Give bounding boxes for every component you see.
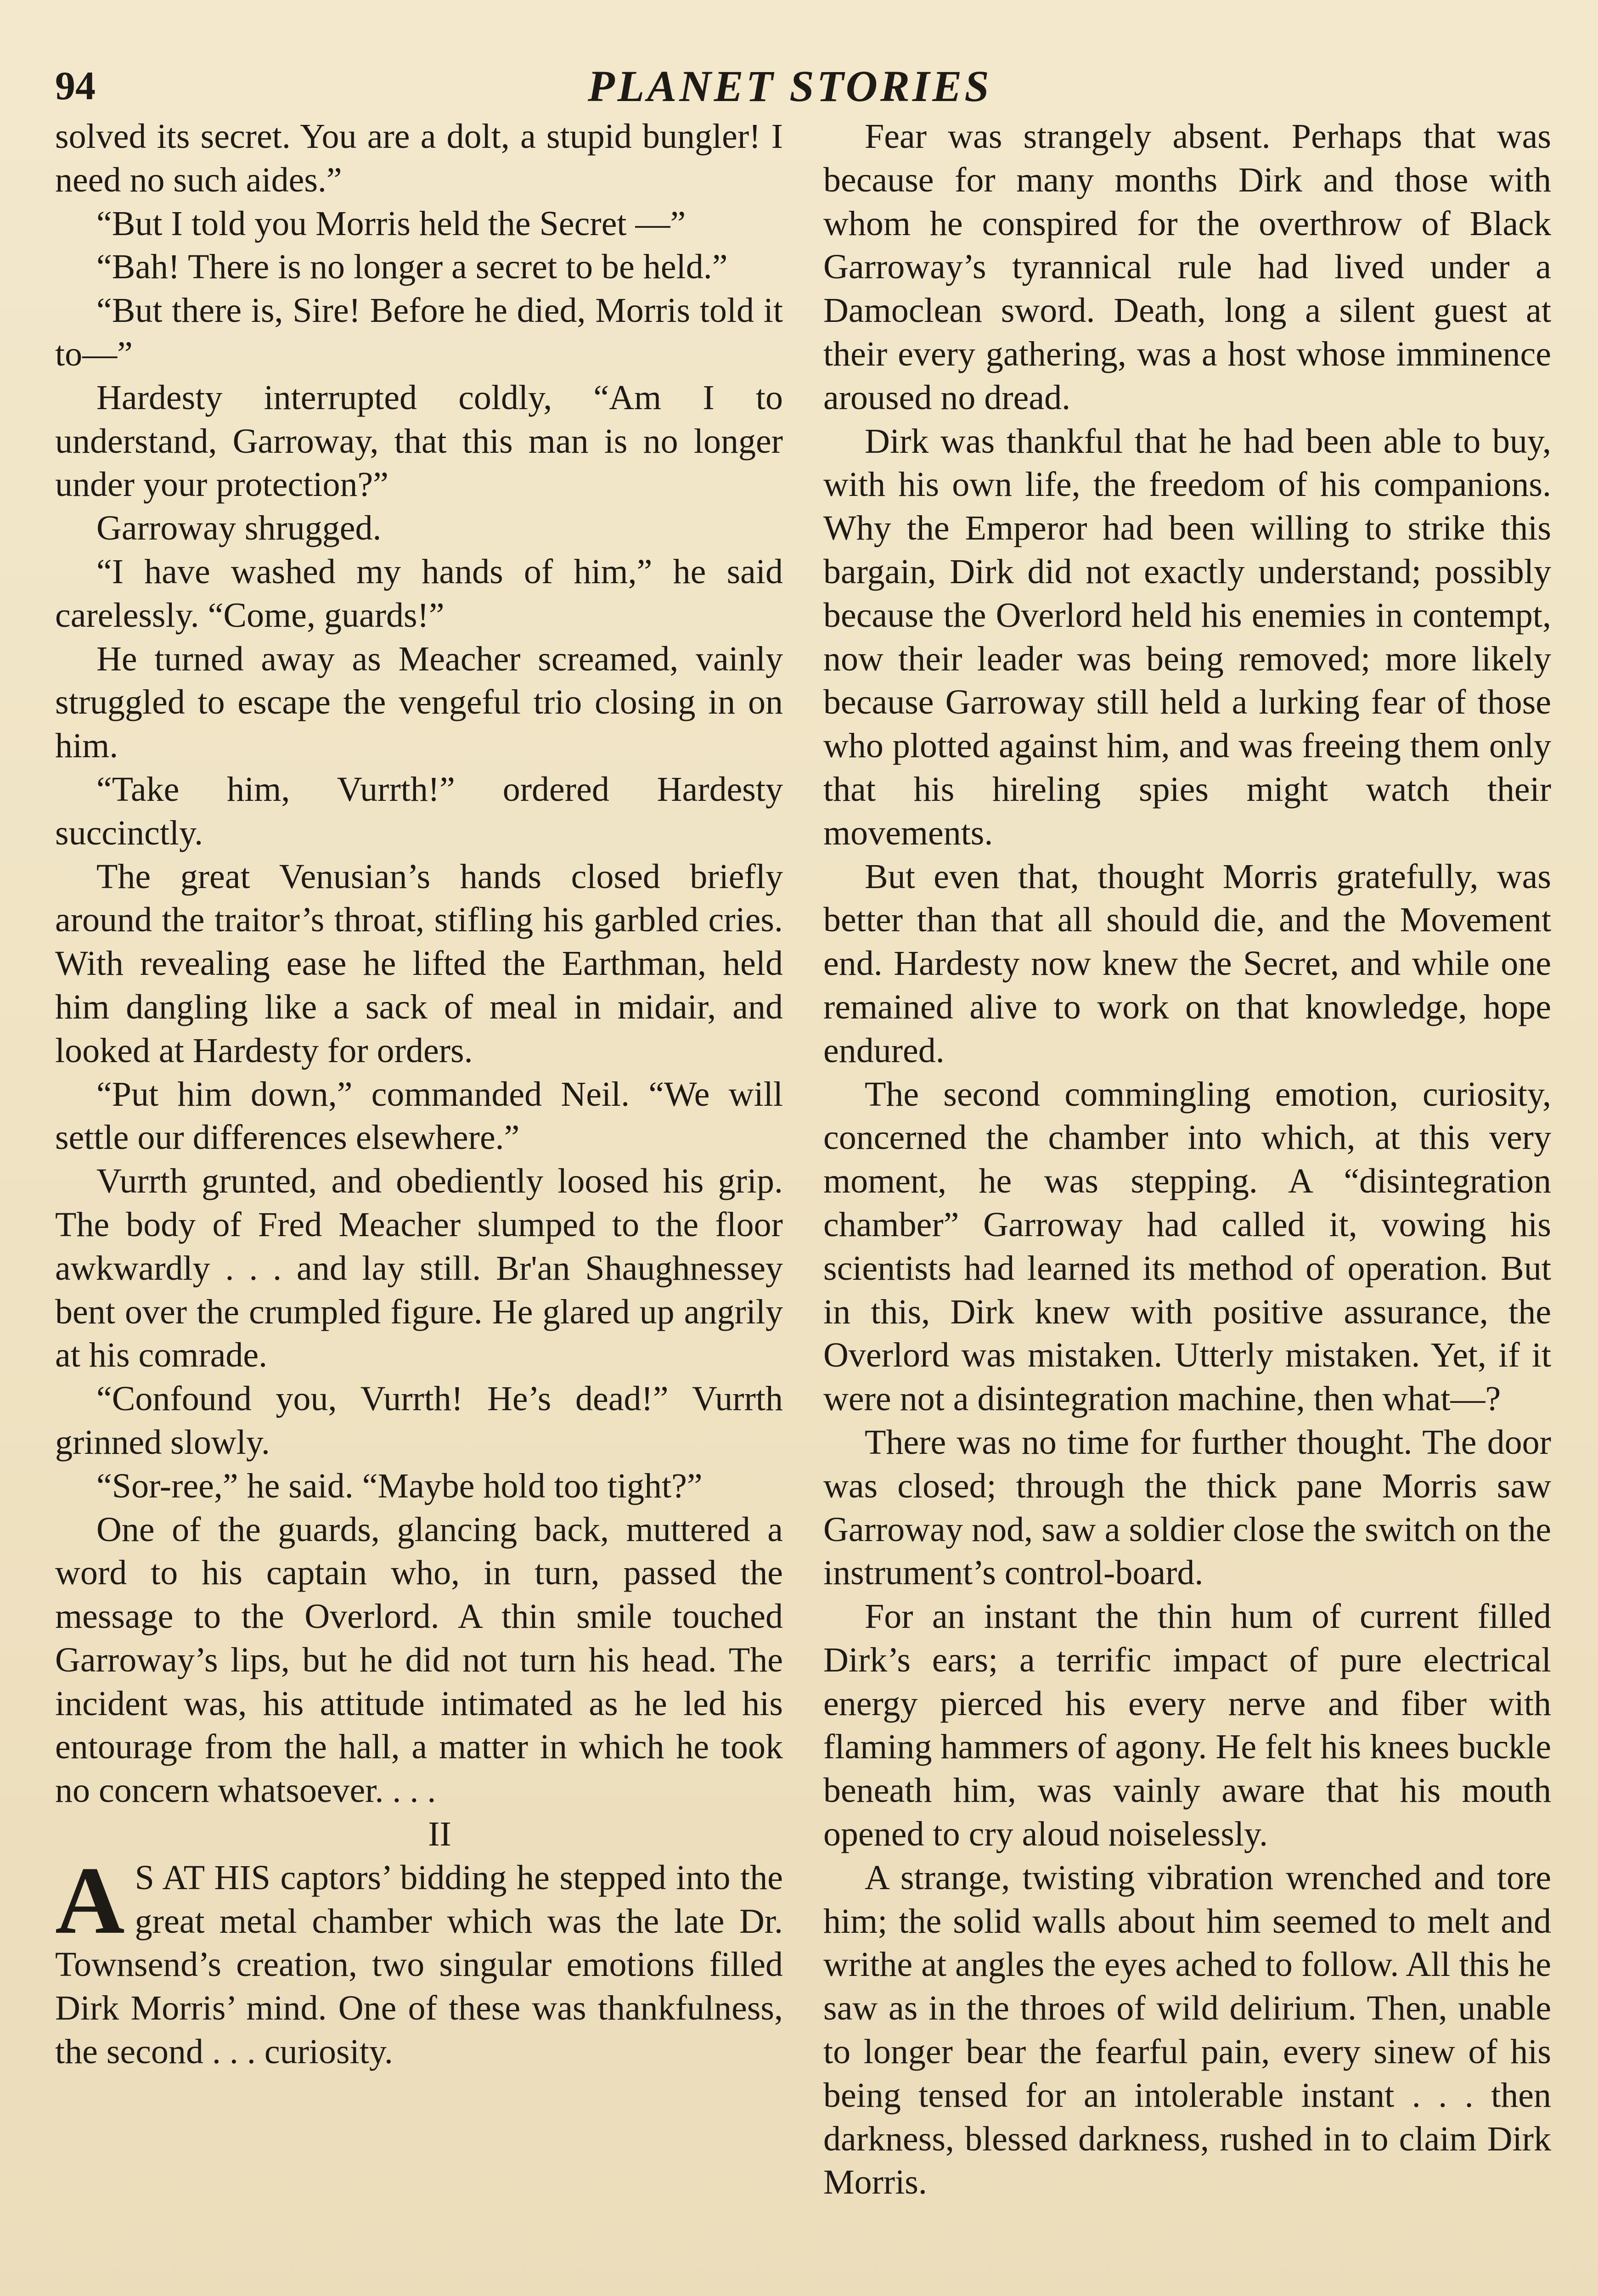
page-header	[55, 54, 1552, 118]
running-head-title: PLANET STORIES	[588, 62, 992, 111]
paragraph: He turned away as Meacher screamed, vainly struggled to escape the vengeful trio closing in on him.	[55, 639, 783, 765]
paragraph: “Take him, Vurrth!” ordered Hardesty succinctly.	[55, 770, 783, 852]
section-number: II	[428, 1815, 451, 1854]
right-column	[823, 115, 1551, 2204]
dropcap-paragraph-text: S AT HIS captors’ bidding he stepped into the great metal chamber which was the late Dr. Townsend’s creation, two singular emotions filled Dirk Morris’ mind. One of these was thankfulness, the second . . . curiosity.	[55, 1858, 783, 2071]
drop-cap-letter: A	[55, 1847, 125, 1954]
paragraph: But even that, thought Morris gratefully, was better than that all should die, and the Movement end. Hardesty now knew the Secret, and while one remained alive to work on that knowledge, hope endured.	[823, 857, 1551, 1070]
paragraph: “I have washed my hands of him,” he said carelessly. “Come, guards!”	[55, 552, 783, 635]
paragraph: The second commingling emotion, curiosity, concerned the chamber into which, at this very moment, he was stepping. A “disintegration chamber” Garroway had called it, vowing his scientists had learned its method of operation. But in this, Dirk knew with positive assurance, the Overlord was mistaken. Utterly mistaken. Yet, if it were not a disintegration machine, then what—?	[823, 1075, 1551, 1418]
page-number: 94	[55, 64, 96, 108]
paragraph: Dirk was thankful that he had been able to buy, with his own life, the freedom of his companions. Why the Emperor had been willing to strike this bargain, Dirk did not exactly understand; possibly because the Overlord held his enemies in contempt, now their leader was being removed; more likely because Garroway still held a lurking fear of those who plotted against him, and was freeing them only that his hireling spies might watch their movements.	[823, 422, 1551, 852]
paragraph: “Put him down,” commanded Neil. “We will settle our differences elsewhere.”	[55, 1075, 783, 1157]
dropcap-paragraph	[55, 1847, 783, 2074]
paragraph: Fear was strangely absent. Perhaps that was because for many months Dirk and those with whom he conspired for the overthrow of Black Garroway’s tyrannical rule had lived under a Damoclean sword. Death, long a silent guest at their every gathering, was a host whose imminence aroused no dread.	[823, 117, 1551, 417]
paragraph: “Sor-ree,” he said. “Maybe hold too tight?”	[96, 1466, 703, 1505]
paragraph: There was no time for further thought. The door was closed; through the thick pane Morris saw Garroway nod, saw a soldier close the switch on the instrument’s control-board.	[823, 1423, 1551, 1593]
paragraph: A strange, twisting vibration wrenched and tore him; the solid walls about him seemed to melt and writhe at angles the eyes ached to follow. All this he saw as in the throes of wild delirium. Then, unable to longer bear the fearful pain, every sinew of his being tensed for an intolerable instant . . . then darkness, blessed darkness, rushed in to claim Dirk Morris.	[823, 1858, 1551, 2202]
paragraph: “Bah! There is no longer a secret to be held.”	[96, 248, 728, 287]
left-column	[55, 115, 783, 2074]
paragraph: “Confound you, Vurrth! He’s dead!” Vurrth grinned slowly.	[55, 1379, 783, 1462]
paragraph: The great Venusian’s hands closed briefly around the traitor’s throat, stifling his garbled cries. With revealing ease he lifted the Earthman, held him dangling like a sack of meal in midair, and looked at Hardesty for orders.	[55, 857, 783, 1070]
paragraph: solved its secret. You are a dolt, a stupid bungler! I need no such aides.”	[55, 117, 783, 199]
paragraph: One of the guards, glancing back, muttered a word to his captain who, in turn, passed the message to the Overlord. A thin smile touched Garroway’s lips, but he did not turn his head. The incident was, his attitude intimated as he led his entourage from the hall, a matter in which he took no concern whatsoever. . . .	[55, 1510, 783, 1810]
paragraph: “But there is, Sire! Before he died, Morris told it to—”	[55, 291, 783, 373]
paragraph: Hardesty interrupted coldly, “Am I to understand, Garroway, that this man is no longer under your protection?”	[55, 378, 783, 504]
paragraph: Garroway shrugged.	[96, 509, 382, 548]
paragraph: Vurrth grunted, and obediently loosed his grip. The body of Fred Meacher slumped to the floor awkwardly . . . and lay still. Br'an Shaughnessey bent over the crumpled figure. He glared up angrily at his comrade.	[55, 1162, 783, 1375]
paragraph: For an instant the thin hum of current filled Dirk’s ears; a terrific impact of pure electrical energy pierced his every nerve and fiber with flaming hammers of agony. He felt his knees buckle beneath him, was vainly aware that his mouth opened to cry aloud noiselessly.	[823, 1597, 1551, 1854]
paragraph: “But I told you Morris held the Secret —”	[96, 204, 686, 243]
